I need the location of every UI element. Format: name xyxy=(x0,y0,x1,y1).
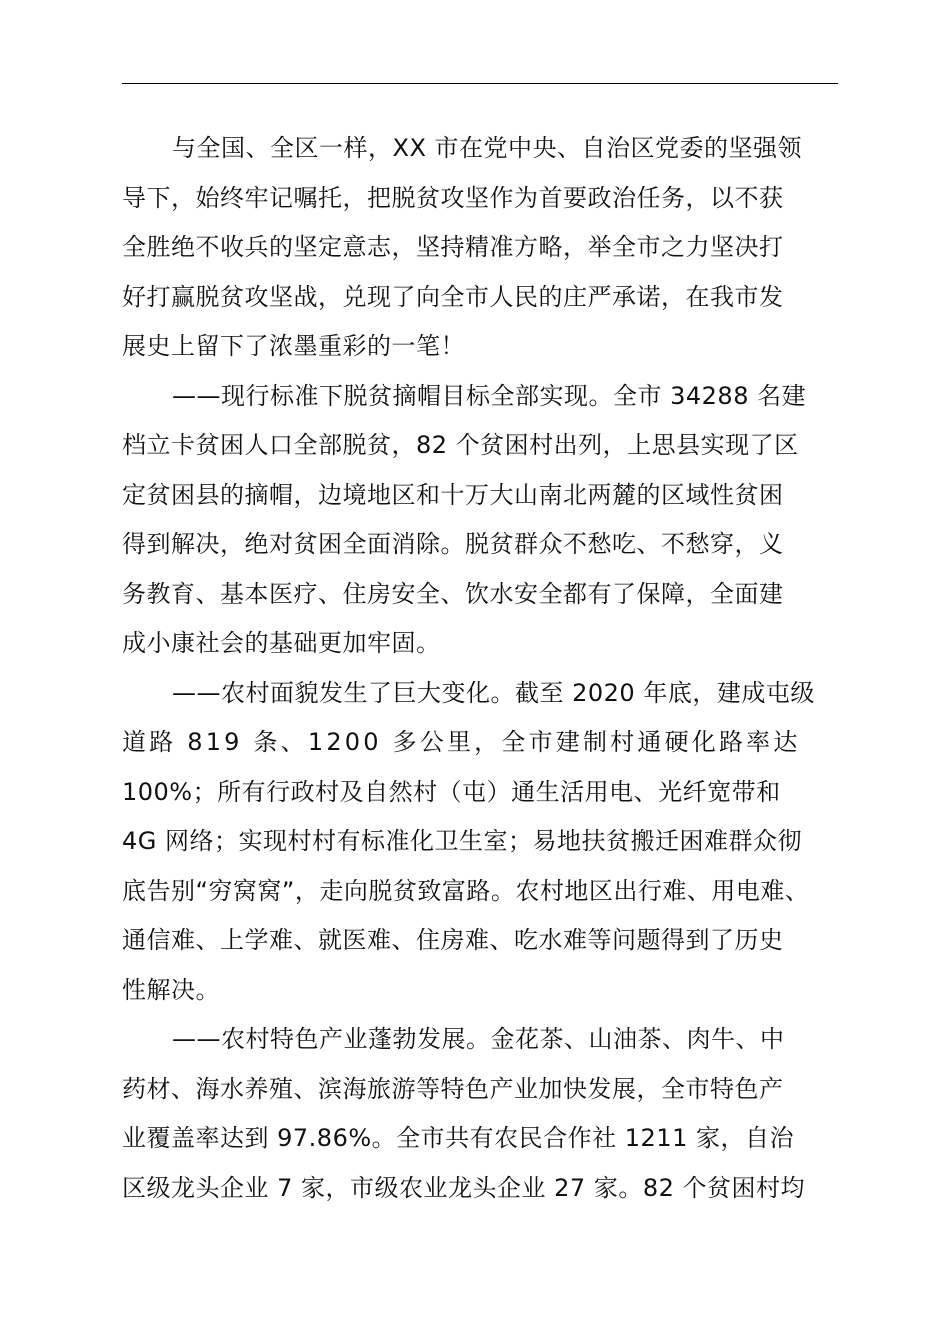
paragraph-2-line-5: 务教育、基本医疗、住房安全、饮水安全都有了保障，全面建 xyxy=(122,579,784,608)
paragraph-3-line-6: 通信难、上学难、就医难、住房难、吃水难等问题得到了历史 xyxy=(122,926,784,954)
paragraph-1-line-3: 全胜绝不收兵的坚定意志，坚持精准方略，举全市之力坚决打 xyxy=(122,233,784,261)
paragraph-2-line-2: 档立卡贫困人口全部脱贫，82 个贫困村出列，上思县实现了区 xyxy=(122,431,799,459)
paragraph-2-line-3: 定贫困县的摘帽，边境地区和十万大山南北两麓的区域性贫困 xyxy=(122,480,784,509)
paragraph-1-line-5: 展史上留下了浓墨重彩的一笔！ xyxy=(122,332,465,360)
paragraph-3-line-3: 100%；所有行政村及自然村（屯）通生活用电、光纤宽带和 xyxy=(122,777,781,806)
paragraph-1-line-4: 好打赢脱贫攻坚战，兑现了向全市人民的庄严承诺，在我市发 xyxy=(122,282,784,311)
paragraph-3-line-7: 性解决。 xyxy=(122,975,220,1004)
paragraph-2-line-4: 得到解决，绝对贫困全面消除。脱贫群众不愁吃、不愁穿，义 xyxy=(122,530,784,558)
paragraph-3-line-4: 4G 网络；实现村村有标准化卫生室；易地扶贫搬迁困难群众彻 xyxy=(122,827,802,855)
paragraph-1-line-2: 导下，始终牢记嘱托，把脱贫攻坚作为首要政治任务，以不获 xyxy=(122,183,784,212)
paragraph-4-line-1: ——农村特色产业蓬勃发展。金花茶、山油茶、肉牛、中 xyxy=(172,1025,785,1053)
paragraph-2-line-6: 成小康社会的基础更加牢固。 xyxy=(122,629,441,657)
paragraph-3-line-1: ——农村面貌发生了巨大变化。截至 2020 年底，建成屯级 xyxy=(172,678,815,707)
paragraph-4-line-2: 药材、海水养殖、滨海旅游等特色产业加快发展，全市特色产 xyxy=(122,1074,784,1103)
paragraph-1-line-1: 与全国、全区一样，XX 市在党中央、自治区党委的坚强领 xyxy=(172,134,803,162)
paragraph-2-line-1: ——现行标准下脱贫摘帽目标全部实现。全市 34288 名建 xyxy=(172,381,807,410)
paragraph-3-line-5: 底告别“穷窝窝”，走向脱贫致富路。农村地区出行难、用电难、 xyxy=(122,876,810,905)
header-rule xyxy=(122,83,838,84)
paragraph-3-line-2: 道路 819 条、1200 多公里，全市建制村通硬化路率达 xyxy=(122,728,801,756)
document-body xyxy=(122,124,838,1213)
paragraph-4-line-3: 业覆盖率达到 97.86%。全市共有农民合作社 1211 家，自治 xyxy=(122,1124,794,1152)
paragraph-4-line-4: 区级龙头企业 7 家，市级农业龙头企业 27 家。82 个贫困村均 xyxy=(122,1173,805,1202)
